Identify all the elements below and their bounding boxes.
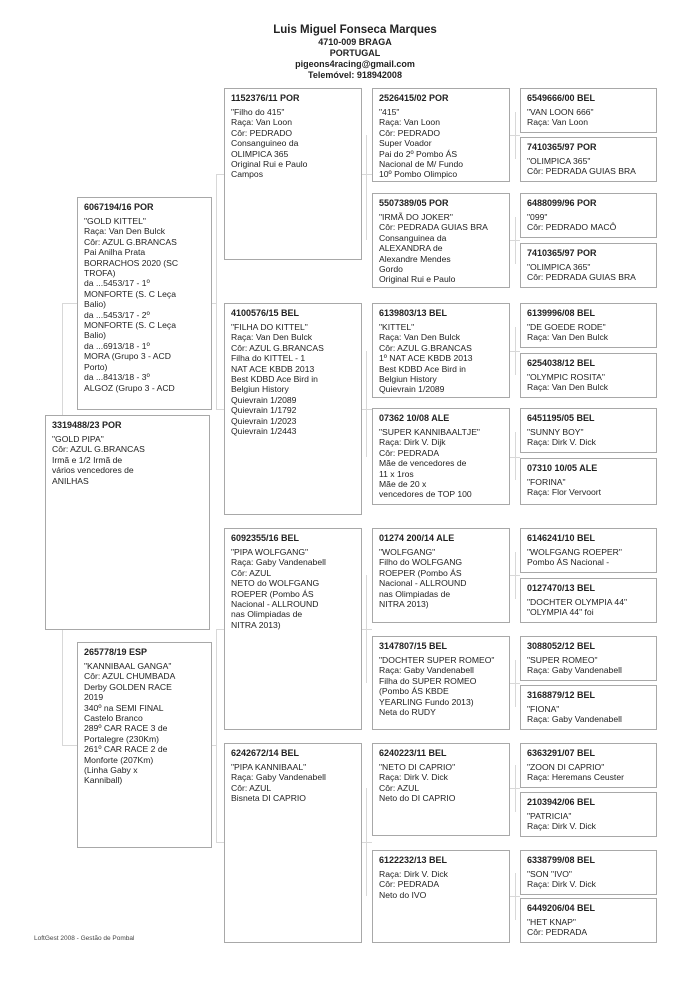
pigeon-details: "OLYMPIC ROSITA" Raça: Van Den Bulck	[527, 372, 609, 393]
pigeon-details: "DOCHTER SUPER ROMEO" Raça: Gaby Vandenabell Filha do SUPER ROMEO (Pombo ÁS KBDE YEARLING Fundo 2013) Neta do RUDY	[379, 655, 495, 718]
ring-number: 5507389/05 POR	[379, 198, 449, 208]
pigeon-card-gen5[interactable]	[520, 685, 657, 730]
pigeon-details: "KANNIBAAL GANGA" Côr: AZUL CHUMBADA Derby GOLDEN RACE 2019 340º na SEMI FINAL Castelo Branco 289º CAR RACE 3 de Portalegre (230Km) 261º CAR RACE 2 de Monforte (207Km) (Linha Gaby x Kanniball)	[84, 661, 176, 786]
pigeon-card-gen4[interactable]	[372, 528, 510, 623]
ring-number: 3147807/15 BEL	[379, 641, 448, 651]
ring-number: 0127470/13 BEL	[527, 583, 596, 593]
connector	[362, 174, 372, 175]
pigeon-card-gen4[interactable]	[372, 88, 510, 182]
pigeon-card-gen4[interactable]	[372, 303, 510, 398]
pigeon-details: "GOLD PIPA" Côr: AZUL G.BRANCAS Irmã e 1/2 Irmã de vários vencedores de ANILHAS	[52, 434, 145, 486]
pigeon-details: "GOLD KITTEL" Raça: Van Den Bulck Côr: AZUL G.BRANCAS Pai Anilha Prata BORRACHOS 2020 (SC TROFA) da ...5453/17 - 1º MONFORTE (S. C Leça Balio) da ...5453/17 - 2º MONFORTE (S. C Leça Balio) da ...6913/18 - 1º MORA (Grupo 3 - ACD Porto) da ...8413/18 - 3º ALGOZ (Grupo 3 - ACD	[84, 216, 179, 393]
connector	[216, 842, 224, 843]
pigeon-card-gen5[interactable]	[520, 88, 657, 133]
pigeon-details: "HET KNAP" Côr: PEDRADA	[527, 917, 588, 938]
ring-number: 6549666/00 BEL	[527, 93, 596, 103]
ring-number: 6146241/10 BEL	[527, 533, 596, 543]
connector	[216, 174, 217, 409]
connector	[216, 174, 224, 175]
footer-credit: LoftGest 2008 - Gestão de Pombal	[34, 935, 135, 942]
ring-number: 3168879/12 BEL	[527, 690, 596, 700]
connector	[362, 842, 372, 843]
connector	[62, 745, 77, 746]
pigeon-card-gen3[interactable]	[224, 88, 362, 260]
pigeon-card-gen4[interactable]	[372, 408, 510, 505]
pigeon-card-gen5[interactable]	[520, 578, 657, 623]
ring-number: 6242672/14 BEL	[231, 748, 300, 758]
pigeon-card-gen5[interactable]	[520, 137, 657, 182]
pigeon-card-gen3[interactable]	[224, 743, 362, 943]
ring-number: 6363291/07 BEL	[527, 748, 596, 758]
pigeon-card-gen4[interactable]	[372, 193, 510, 288]
ring-number: 2526415/02 POR	[379, 93, 449, 103]
pigeon-card-gen4[interactable]	[372, 850, 510, 943]
connector	[62, 630, 63, 745]
breeder-name: Luis Miguel Fonseca Marques	[273, 24, 437, 36]
pigeon-card-gen5[interactable]	[520, 528, 657, 573]
connector	[362, 409, 372, 410]
pigeon-details: "FIONA" Raça: Gaby Vandenabell	[527, 704, 622, 725]
ring-number: 6092355/16 BEL	[231, 533, 300, 543]
connector	[216, 629, 224, 630]
pigeon-card-gen5[interactable]	[520, 743, 657, 788]
ring-number: 6139996/08 BEL	[527, 308, 596, 318]
connector	[515, 432, 516, 480]
breeder-email: pigeons4racing@gmail.com	[295, 59, 415, 69]
ring-number: 6449206/04 BEL	[527, 903, 596, 913]
pigeon-details: "FORINA" Raça: Flor Vervoort	[527, 477, 602, 498]
breeder-header	[200, 24, 510, 81]
pigeon-details: "SUPER ROMEO" Raça: Gaby Vandenabell	[527, 655, 622, 676]
connector	[366, 351, 367, 457]
connector	[510, 135, 520, 136]
pigeon-card-gen5[interactable]	[520, 353, 657, 398]
connector	[510, 240, 520, 241]
pigeon-card-gen4[interactable]	[372, 636, 510, 730]
pigeon-card-gen3[interactable]	[224, 528, 362, 730]
connector	[510, 896, 520, 897]
pigeon-details: "415" Raça: Van Loon Côr: PEDRADO Super Voador Pai do 2º Pombo ÁS Nacional de M/ Fundo 10º Pombo Olimpico	[379, 107, 464, 180]
ring-number: 1152376/11 POR	[231, 93, 300, 103]
ring-number: 2103942/06 BEL	[527, 797, 596, 807]
connector	[216, 409, 224, 410]
pigeon-card-gen5[interactable]	[520, 898, 657, 943]
connector	[510, 683, 520, 684]
ring-number: 6451195/05 BEL	[527, 413, 595, 423]
connector	[216, 629, 217, 842]
pigeon-details: "099" Côr: PEDRADO MACÔ	[527, 212, 617, 233]
pigeon-details: "SUNNY BOY" Raça: Dirk V. Dick	[527, 427, 596, 448]
pigeon-details: "SUPER KANNIBAALTJE" Raça: Dirk V. Dijk Côr: PEDRADA Mãe de vencedores de 11 x 1ros Mãe de 20 x vencedores de TOP 100	[379, 427, 480, 500]
pigeon-card-gen5[interactable]	[520, 850, 657, 895]
ring-number: 01274 200/14 ALE	[379, 533, 455, 543]
pigeon-details: "WOLFGANG" Filho do WOLFGANG ROEPER (Pombo ÁS Nacional - ALLROUND nas Olimpiadas de NITRA 2013)	[379, 547, 467, 610]
pigeon-details: "PATRICIA" Raça: Dirk V. Dick	[527, 811, 596, 832]
ring-number: 3088052/12 BEL	[527, 641, 596, 651]
pigeon-card-gen5[interactable]	[520, 792, 657, 837]
pigeon-card-subject[interactable]	[45, 415, 210, 630]
ring-number: 6067194/16 POR	[84, 202, 154, 212]
pigeon-card-sire[interactable]	[77, 197, 212, 410]
pigeon-card-gen3[interactable]	[224, 303, 362, 515]
pigeon-details: "SON "IVO" Raça: Dirk V. Dick	[527, 869, 596, 890]
ring-number: 6240223/11 BEL	[379, 748, 447, 758]
pigeon-details: "OLIMPICA 365" Côr: PEDRADA GUIAS BRA	[527, 156, 636, 177]
ring-number: 4100576/15 BEL	[231, 308, 300, 318]
pigeon-details: "DOCHTER OLYMPIA 44" "OLYMPIA 44" foi	[527, 597, 628, 618]
ring-number: 6338799/08 BEL	[527, 855, 596, 865]
pigeon-card-gen5[interactable]	[520, 458, 657, 505]
pigeon-details: "NETO DI CAPRIO" Raça: Dirk V. Dick Côr: AZUL Neto do DI CAPRIO	[379, 762, 456, 804]
connector	[212, 745, 216, 746]
ring-number: 6488099/96 POR	[527, 198, 597, 208]
pigeon-details: Raça: Dirk V. Dick Côr: PEDRADA Neto do IVO	[379, 869, 448, 900]
connector	[510, 457, 520, 458]
ring-number: 7410365/97 POR	[527, 248, 597, 258]
connector	[366, 135, 367, 240]
pigeon-details: "PIPA KANNIBAAL" Raça: Gaby Vandenabell Côr: AZUL Bisneta DI CAPRIO	[231, 762, 326, 804]
ring-number: 6139803/13 BEL	[379, 308, 448, 318]
pigeon-details: "OLIMPICA 365" Côr: PEDRADA GUIAS BRA	[527, 262, 636, 283]
ring-number: 6122232/13 BEL	[379, 855, 448, 865]
connector	[510, 788, 520, 789]
ring-number: 07310 10/05 ALE	[527, 463, 598, 473]
pigeon-details: "IRMÃ DO JOKER" Côr: PEDRADA GUIAS BRA Consanguinea da ALEXANDRA de Alexandre Mendes Gordo Original Rui e Paulo	[379, 212, 488, 285]
pigeon-card-gen5[interactable]	[520, 303, 657, 348]
pigeon-details: "DE GOEDE RODE" Raça: Van Den Bulck	[527, 322, 609, 343]
breeder-country: PORTUGAL	[329, 48, 381, 58]
ring-number: 265778/19 ESP	[84, 647, 148, 657]
pigeon-details: "PIPA WOLFGANG" Raça: Gaby Vandenabell Côr: AZUL NETO do WOLFGANG ROEPER (Pombo ÁS Nacional - ALLROUND nas Olimpiadas de NITRA 2013)	[231, 547, 326, 630]
ring-number: 7410365/97 POR	[527, 142, 597, 152]
connector	[362, 629, 372, 630]
pigeon-card-gen5[interactable]	[520, 193, 657, 238]
pigeon-details: "VAN LOON 666" Raça: Van Loon	[527, 107, 594, 128]
connector	[212, 303, 216, 304]
connector	[510, 575, 520, 576]
pigeon-card-gen5[interactable]	[520, 636, 657, 681]
pigeon-card-gen5[interactable]	[520, 408, 657, 453]
pigeon-details: "ZOON DI CAPRIO" Raça: Heremans Ceuster	[527, 762, 624, 783]
connector	[510, 351, 520, 352]
ring-number: 6254038/12 BEL	[527, 358, 596, 368]
pigeon-details: "WOLFGANG ROEPER" Pombo ÁS Nacional -	[527, 547, 622, 568]
connector	[62, 303, 63, 415]
ring-number: 3319488/23 POR	[52, 420, 122, 430]
breeder-address: 4710-009 BRAGA	[318, 37, 392, 47]
pigeon-details: "Filho do 415" Raça: Van Loon Côr: PEDRADO Consanguineo da OLIMPICA 365 Original Rui e Paulo Campos	[231, 107, 308, 180]
pigeon-details: "KITTEL" Raça: Van Den Bulck Côr: AZUL G.BRANCAS 1º NAT ACE KBDB 2013 Best KDBD Ace Bird in Belgiun History Quievrain 1/2089	[379, 322, 473, 395]
breeder-phone: Telemóvel: 918942008	[308, 70, 402, 80]
pigeon-card-gen4[interactable]	[372, 743, 510, 836]
ring-number: 07362 10/08 ALE	[379, 413, 450, 423]
connector	[62, 303, 77, 304]
pigeon-card-dam[interactable]	[77, 642, 212, 848]
pigeon-card-gen5[interactable]	[520, 243, 657, 288]
pigeon-details: "FILHA DO KITTEL" Raça: Van Den Bulck Côr: AZUL G.BRANCAS Filha do KITTEL - 1 NAT ACE KBDB 2013 Best KDBD Ace Bird in Belgiun History Quievrain 1/2089 Quievrain 1/1792 Quievrain 1/2023 Quievrain 1/2443	[231, 322, 324, 437]
